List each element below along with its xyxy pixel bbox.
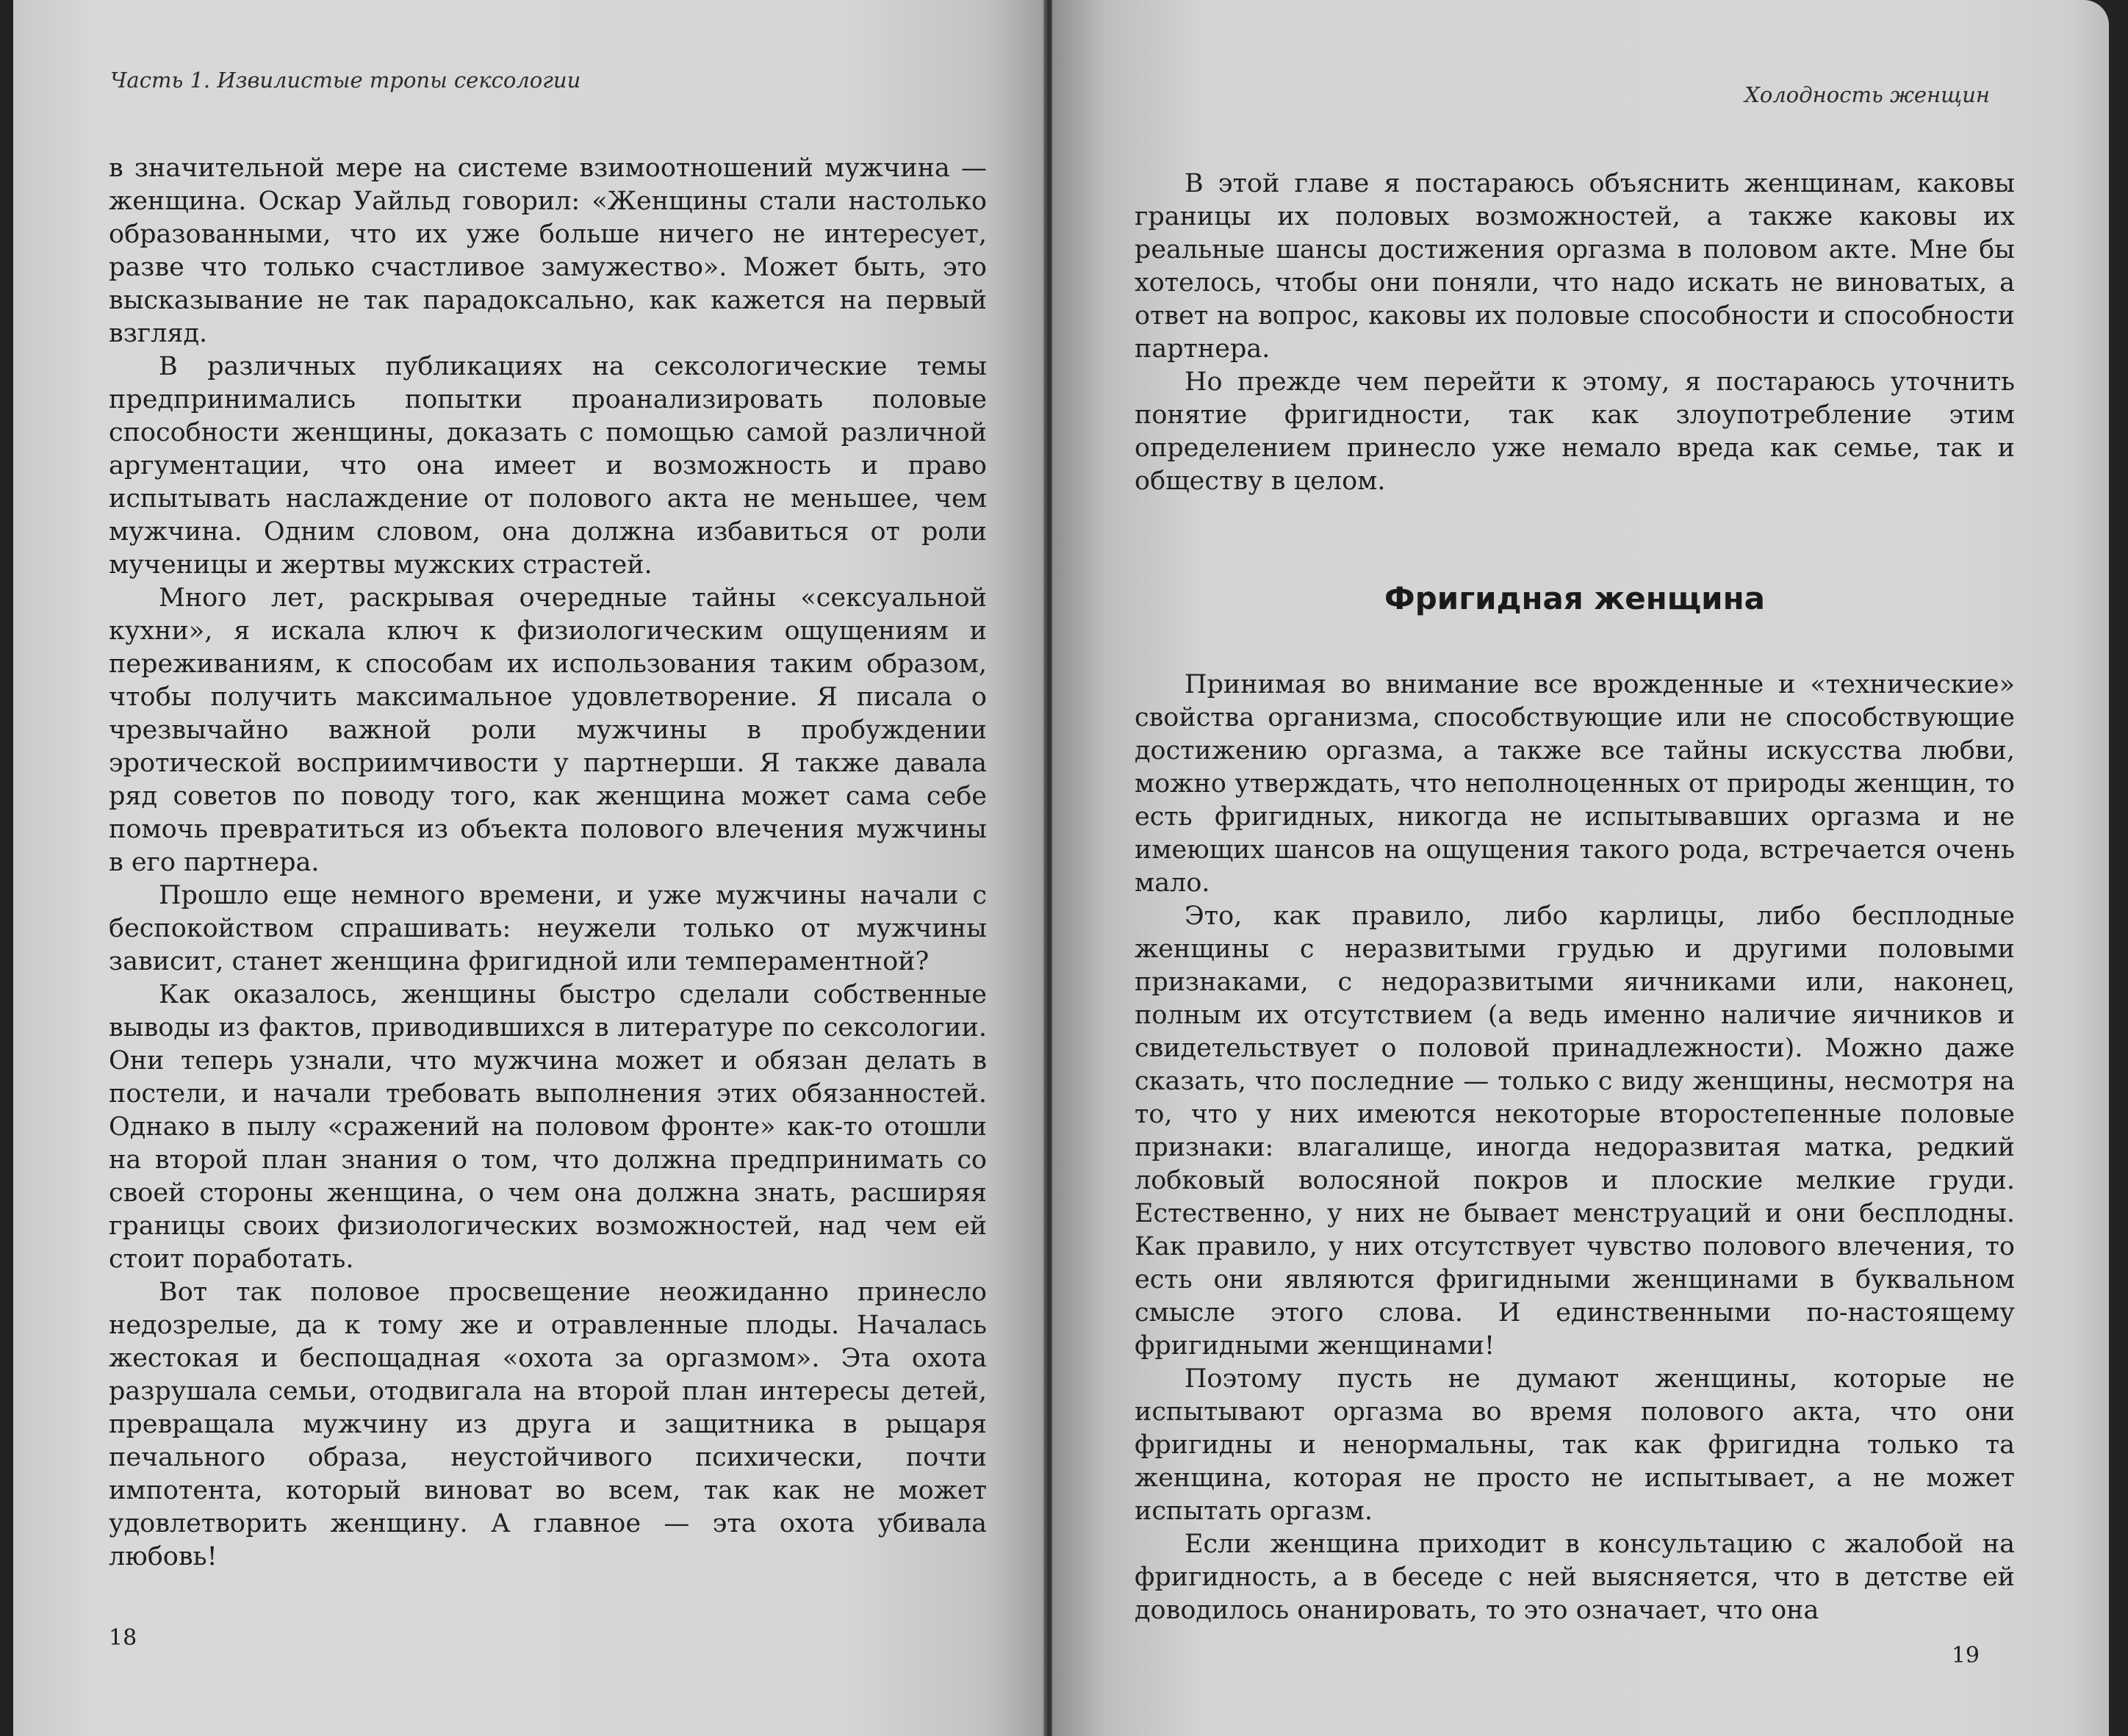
paragraph: Много лет, раскрывая очередные тайны «сексуальной кухни», я искала ключ к физиологическим ощущениям и переживаниям, к способам их использования таким образом, чтобы получить максимальное удовлетворение. Я писала о чрезвычайно важной роли мужчины в пробуждении эротической восприимчивости у партнерши. Я также давала ряд советов по поводу того, как женщина может сама себе помочь превратиться из объекта полового влечения мужчины в его партнера. xyxy=(109,583,987,877)
paragraph: Это, как правило, либо карлицы, либо бесплодные женщины с неразвитыми грудью и другими половыми признаками, с недоразвитыми яичниками или, наконец, полным их отсутствием (а ведь именно наличие яичников и свидетельствует о половой принадлежности). Можно даже сказать, что последние — только с виду женщины, несмотря на то, что у них имеются некоторые второстепенные половые признаки: влагалище, иногда недоразвитая матка, редкий лобковый волосяной покров и плоские мелкие груди. Естественно, у них не бывает менструаций и они бесплодны. Как правило, у них отсутствует чувство полового влечения, то есть они являются фригидными женщинами в буквальном смысле этого слова. И единственными по-настоящему фригидными женщинами! xyxy=(1135,901,2015,1361)
section-heading: Фригидная женщина xyxy=(1384,580,1765,616)
right-page xyxy=(1052,0,2109,1736)
paragraph: в значительной мере на системе взимоотношений мужчина — женщина. Оскар Уайльд говорил: «Женщины стали настолько образованными, что их уже больше ничего не интересует, разве что только счастливое замужество». Может быть, это высказывание не так парадоксально, как кажется на первый взгляд. xyxy=(109,154,987,348)
paragraph: В различных публикациях на сексологические темы предпринимались попытки проанализировать половые способности женщины, доказать с помощью самой различной аргументации, что она имеет и возможность и право испытывать наслаждение от полового акта не меньшее, чем мужчина. Одним словом, она должна избавиться от роли мученицы и жертвы мужских страстей. xyxy=(109,352,987,580)
right-page-number: 19 xyxy=(1951,1643,1980,1668)
right-page-section-text xyxy=(1135,669,2015,1627)
left-page-number: 18 xyxy=(109,1625,137,1651)
paragraph: Как оказалось, женщины быстро сделали собственные выводы из фактов, приводившихся в литературе по сексологии. Они теперь узнали, что мужчина может и обязан делать в постели, и начали требовать выполнения этих обязанностей. Однако в пылу «сражений на половом фронте» как-то отошли на второй план знания о том, что должна предпринимать со своей стороны женщина, о чем она должна знать, расширяя границы своих физиологических возможностей, над чем ей стоит поработать. xyxy=(109,980,987,1274)
left-page xyxy=(13,0,1048,1736)
paragraph: Принимая во внимание все врожденные и «технические» свойства организма, способствующие или не способствующие достижению оргазма, а также все тайны искусства любви, можно утверждать, что неполноценных от природы женщин, то есть фригидных, никогда не испытывавших оргазма и не имеющих шансов на ощущения такого рода, встречается очень мало. xyxy=(1135,670,2015,898)
paragraph: Прошло еще немного времени, и уже мужчины начали с беспокойством спрашивать: неужели только от мужчины зависит, станет женщина фригидной или темпераментной? xyxy=(109,881,987,976)
paragraph: Вот так половое просвещение неожиданно принесло недозрелые, да к тому же и отравленные плоды. Началась жестокая и беспощадная «охота за оргазмом». Эта охота разрушала семьи, отодвигала на второй план интересы детей, превращала мужчину из друга и защитника в рыцаря печального образа, неустойчивого психически, почти импотента, который виноват во всем, так как не может удовлетворить женщину. А главное — эта охота убивала любовь! xyxy=(109,1278,987,1571)
left-page-text xyxy=(109,152,987,1574)
right-running-head: Холодность женщин xyxy=(1744,82,1990,107)
paragraph: В этой главе я постараюсь объяснить женщинам, каковы границы их половых возможностей, а также каковы их реальные шансы достижения оргазма в половом акте. Мне бы хотелось, чтобы они поняли, что надо искать не виноватых, а ответ на вопрос, каковы их половые способности и способности партнера. xyxy=(1135,169,2015,364)
left-running-head: Часть 1. Извилистые тропы сексологии xyxy=(110,68,581,93)
paragraph: Если женщина приходит в консультацию с жалобой на фригидность, а в беседе с ней выясняется, что в детстве ей доводилось онанировать, то это означает, что она xyxy=(1135,1530,2015,1625)
paragraph: Поэтому пусть не думают женщины, которые не испытывают оргазма во время полового акта, что они фригидны и ненормальны, так как фригидна только та женщина, которая не просто не испытывает, а не может испытать оргазм. xyxy=(1135,1364,2015,1526)
right-page-intro-text xyxy=(1135,168,2015,498)
paragraph: Но прежде чем перейти к этому, я постараюсь уточнить понятие фригидности, так как злоупотребление этим определением принесло уже немало вреда как семье, так и обществу в целом. xyxy=(1135,367,2015,496)
